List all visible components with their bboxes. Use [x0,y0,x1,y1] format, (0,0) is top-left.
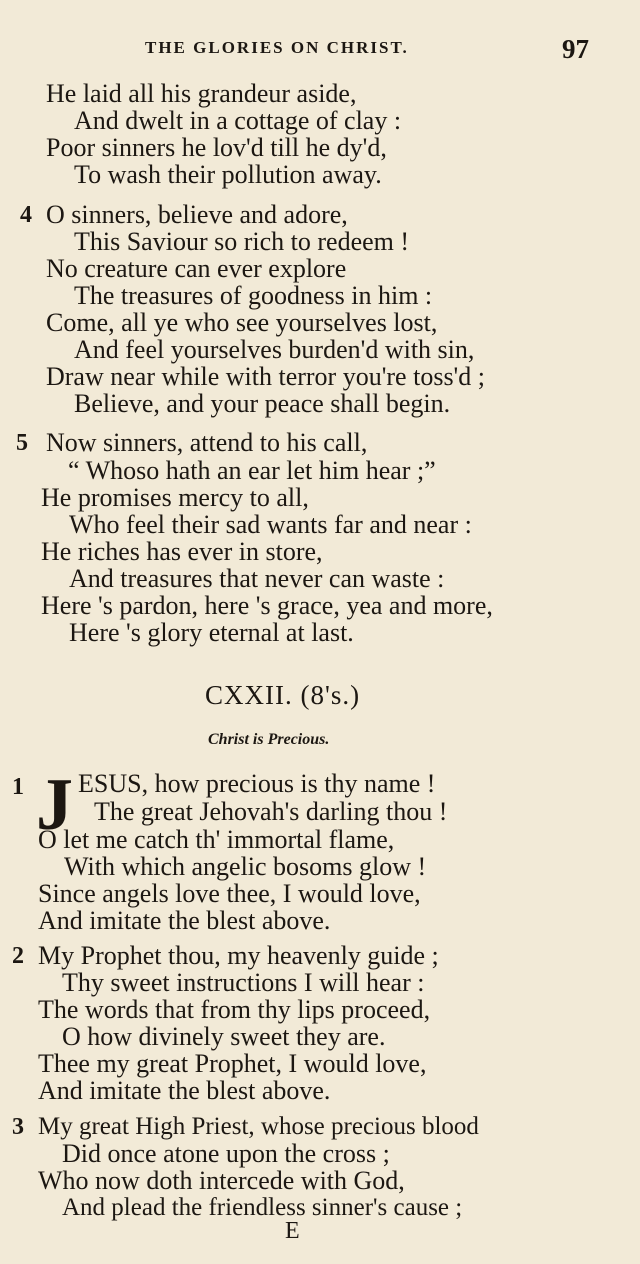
verse-line: He riches has ever in store, [41,537,323,566]
verse-line: Come, all ye who see yourselves lost, [46,308,438,337]
verse-line: O sinners, believe and adore, [46,200,348,229]
signature-mark: E [285,1218,300,1244]
page-number: 97 [562,34,589,64]
verse-number: 3 [12,1114,24,1140]
verse-line: And plead the friendless sinner's cause ; [62,1194,463,1221]
verse-line: And treasures that never can waste : [69,564,445,593]
verse-line: The words that from thy lips proceed, [38,995,431,1024]
verse-line: Now sinners, attend to his call, [46,428,368,457]
stanza-number: 5 [16,430,28,456]
running-head: THE GLORIES ON CHRIST. [145,38,409,57]
verse-line: O how divinely sweet they are. [62,1022,386,1051]
verse-line: He promises mercy to all, [41,483,309,512]
verse-line: O let me catch th' immortal flame, [38,825,395,854]
drop-cap: J [36,764,73,846]
verse-line: Thee my great Prophet, I would love, [38,1049,427,1078]
verse-line: Here 's pardon, here 's grace, yea and more, [41,591,493,620]
verse-line: The great Jehovah's darling thou ! [94,797,448,826]
verse-line: Who feel their sad wants far and near : [69,510,472,539]
verse-line: With which angelic bosoms glow ! [64,852,427,881]
verse-line: And dwelt in a cottage of clay : [74,106,402,135]
verse-line: Believe, and your peace shall begin. [74,389,451,418]
verse-line: To wash their pollution away. [74,160,382,189]
verse-line: My great High Priest, whose precious blood [38,1113,479,1140]
verse-number: 1 [12,774,24,800]
page-header [0,34,640,64]
verse-line: Thy sweet instructions I will hear : [62,968,425,997]
hymn-number: CXXII. (8's.) [205,680,361,710]
hymn-title: Christ is Precious. [208,731,330,748]
verse-line: No creature can ever explore [46,254,347,283]
verse-line: He laid all his grandeur aside, [46,79,357,108]
verse-line: Who now doth intercede with God, [38,1166,405,1195]
verse-line: Draw near while with terror you're toss'd ; [46,362,485,391]
verse-line: ESUS, how precious is thy name ! [78,769,436,798]
verse-line: Since angels love thee, I would love, [38,879,421,908]
verse-number: 2 [12,943,24,969]
verse-line: Here 's glory eternal at last. [69,618,354,647]
stanza-number: 4 [20,202,32,228]
verse-line: Did once atone upon the cross ; [62,1139,390,1168]
verse-line: This Saviour so rich to redeem ! [74,227,410,256]
verse-line: “ Whoso hath an ear let him hear ;” [68,456,436,485]
verse-line: The treasures of goodness in him : [74,281,433,310]
verse-line: And feel yourselves burden'd with sin, [74,335,475,364]
verse-line: And imitate the blest above. [38,906,331,935]
verse-line: Poor sinners he lov'd till he dy'd, [46,133,387,162]
verse-line: My Prophet thou, my heavenly guide ; [38,941,439,970]
verse-line: And imitate the blest above. [38,1076,331,1105]
